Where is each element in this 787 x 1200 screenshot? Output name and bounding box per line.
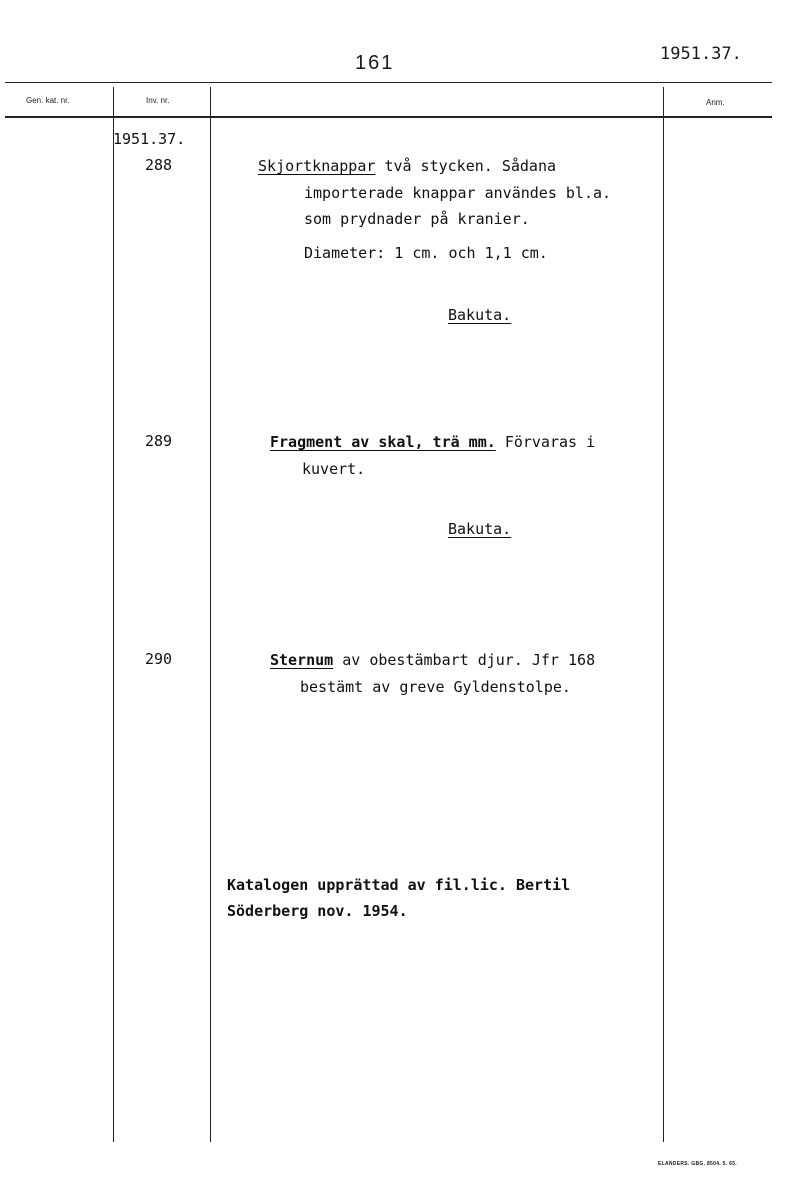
entry-288-line-4: Diameter: 1 cm. och 1,1 cm.	[304, 244, 548, 262]
header-reference: 1951.37.	[660, 44, 742, 64]
inv-number-289: 289	[145, 432, 173, 450]
entry-289-line-2: kuvert.	[302, 460, 366, 478]
entry-288-title: Skjortknappar	[258, 157, 376, 175]
inv-number-290: 290	[145, 650, 173, 668]
column-divider-2	[210, 87, 211, 1142]
closing-line-2: Söderberg nov. 1954.	[227, 902, 408, 920]
column-header-anm: Anm.	[706, 98, 725, 107]
entry-288-line-1-rest: två stycken. Sådana	[384, 157, 557, 175]
entry-288-line-2: importerade knappar användes bl.a.	[304, 184, 612, 202]
inv-number-288: 288	[145, 156, 173, 174]
header-top-rule	[5, 82, 772, 83]
column-header-gen-kat: Gen. kat. nr.	[26, 96, 70, 105]
column-divider-1	[113, 87, 114, 1142]
entry-288-location: Bakuta.	[448, 306, 512, 324]
entry-289-line-1	[270, 433, 595, 451]
entry-290-line-2: bestämt av greve Gyldenstolpe.	[300, 678, 571, 696]
column-divider-3	[663, 87, 664, 1142]
column-header-inv: Inv. nr.	[146, 96, 170, 105]
entry-290-title: Sternum	[270, 651, 334, 669]
closing-line-1: Katalogen upprättad av fil.lic. Bertil	[227, 876, 571, 894]
page-number: 161	[355, 52, 395, 74]
year-reference: 1951.37.	[113, 130, 186, 148]
entry-290-line-1	[270, 651, 595, 669]
entry-290-line-1-rest: av obestämbart djur. Jfr 168	[342, 651, 596, 669]
header-bottom-rule	[5, 116, 772, 118]
entry-288-line-3: som prydnader på kranier.	[304, 210, 530, 228]
printer-imprint: ELANDERS. GBG. 8504. 5. 65.	[658, 1161, 737, 1167]
entry-289-line-1-rest: Förvaras i	[504, 433, 596, 451]
entry-289-location: Bakuta.	[448, 520, 512, 538]
entry-288-line-1	[258, 157, 556, 175]
entry-289-title: Fragment av skal, trä mm.	[270, 433, 496, 451]
